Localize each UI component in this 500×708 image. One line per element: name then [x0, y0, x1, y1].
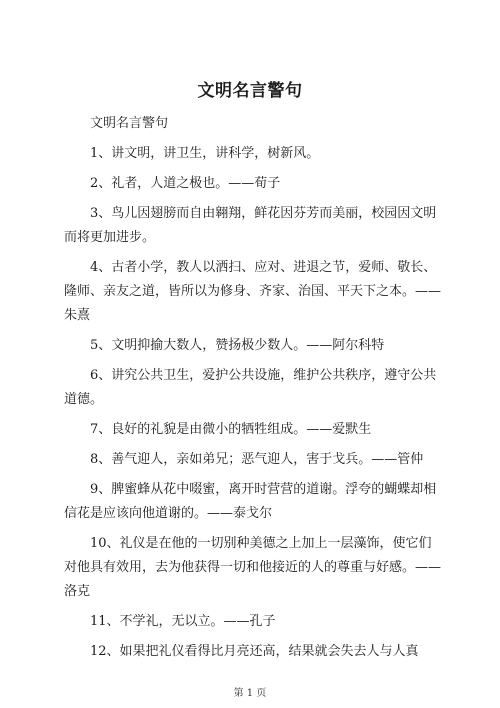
- quote-item: 7、良好的礼貌是由微小的牺牲组成。——爱默生: [90, 422, 372, 437]
- quote-item: 9、脾蜜蜂从花中啜蜜，离开时营营的道谢。浮夸的蝴蝶却相信花是应该向他道谢的。——泰戈尔: [64, 482, 437, 521]
- quote-item: 12、如果把礼仪看得比月亮还高，结果就会失去人与人真: [90, 644, 419, 659]
- quote-item: 11、不学礼，无以立。——孔子: [90, 614, 276, 629]
- quote-item: 3、鸟儿因翅膀而自由翱翔，鲜花因芬芳而美丽，校园因文明而将更加进步。: [64, 206, 437, 245]
- document-body: [64, 112, 444, 670]
- quote-item: 5、文明抑揄大数人，赞扬极少数人。——阿尔科特: [90, 338, 385, 353]
- paragraph-heading: 文明名言警句: [90, 116, 169, 131]
- page-number: 第 1 页: [233, 688, 267, 699]
- quote-item: 1、讲文明，讲卫生，讲科学，树新风。: [90, 146, 320, 161]
- document-title: 文明名言警句: [197, 81, 303, 101]
- quote-item: 4、古者小学，教人以洒扫、应对、进退之节，爱师、敬长、隆师、亲友之道，皆所以为修身、齐家、治国、平天下之本。——朱熹: [64, 260, 442, 323]
- quote-item: 2、礼者，人道之极也。——荀子: [90, 176, 281, 191]
- quote-item: 10、礼仪是在他的一切别种美德之上加上一层藻饰，使它们对他具有效用，去为他获得一切和他接近的人的尊重与好感。——洛克: [64, 536, 442, 599]
- quote-item: 6、讲究公共卫生，爱护公共设施，维护公共秩序，遵守公共道德。: [64, 368, 437, 407]
- quote-item: 8、善气迎人，亲如弟兄；恶气迎人，害于戈兵。——管仲: [90, 452, 424, 467]
